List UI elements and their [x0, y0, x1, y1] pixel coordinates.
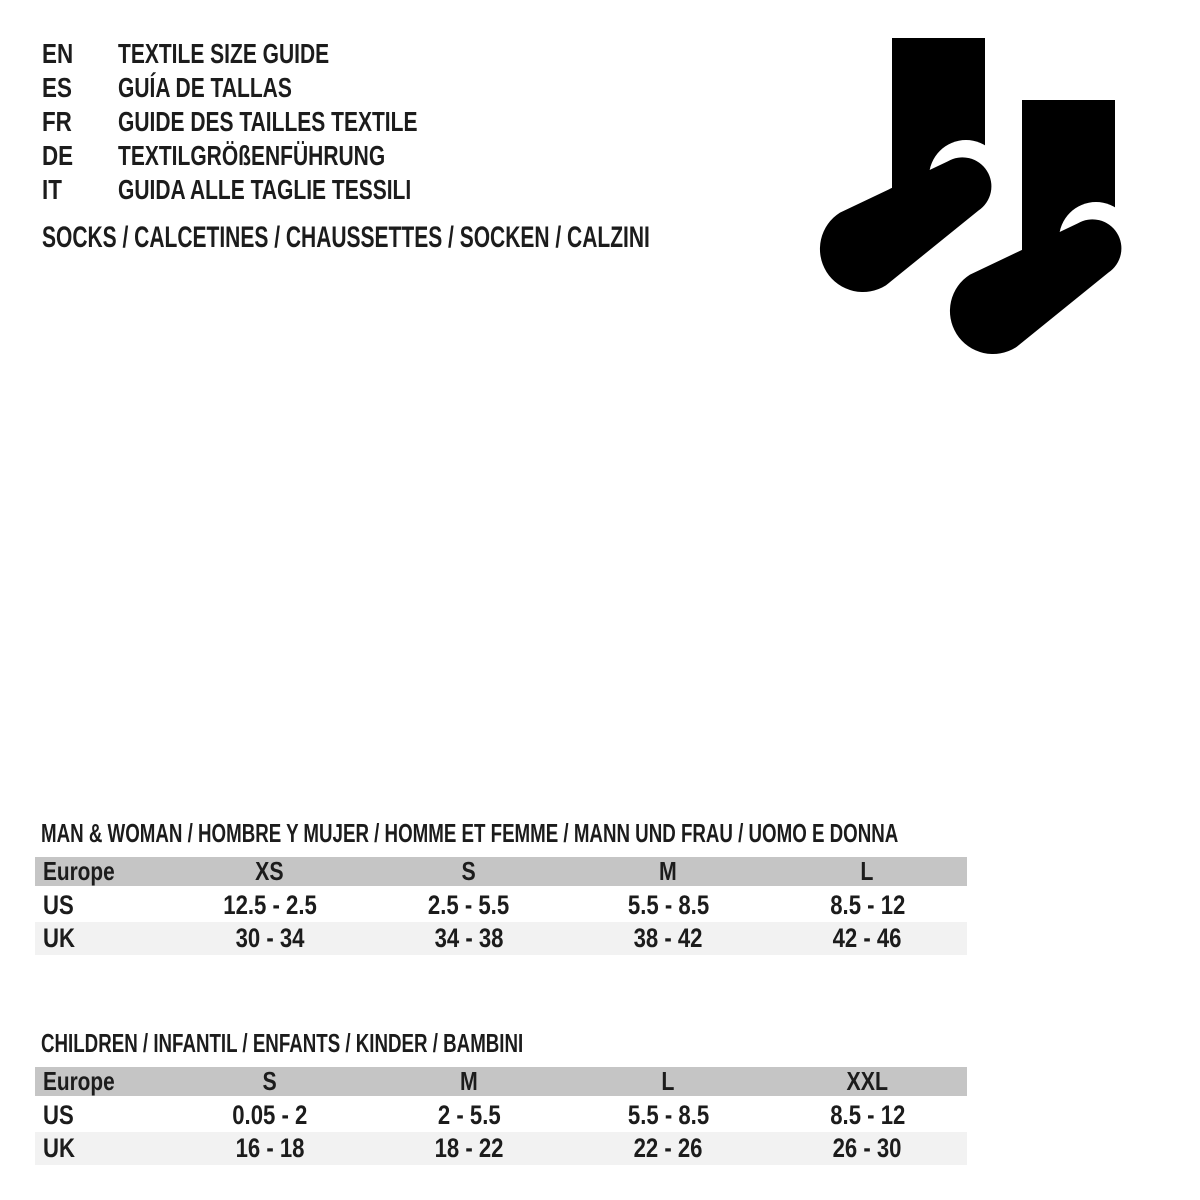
language-row-es — [42, 71, 517, 105]
guide-title: GUIDA ALLE TAGLIE TESSILI — [118, 174, 412, 205]
column-header-4: L — [860, 856, 874, 886]
language-row-fr — [42, 105, 517, 139]
language-code: FR — [42, 106, 72, 137]
row-label: UK — [43, 1133, 75, 1163]
column-header-3: L — [661, 1066, 675, 1096]
size-value: 34 - 38 — [434, 923, 504, 953]
size-value: 26 - 30 — [832, 1133, 902, 1163]
guide-title: GUIDE DES TAILLES TEXTILE — [118, 106, 418, 137]
product-category-line: SOCKS / CALCETINES / CHAUSSETTES / SOCKEN / CALZINI — [42, 221, 650, 254]
column-header-2: M — [459, 1066, 478, 1096]
size-value: 30 - 34 — [235, 923, 305, 953]
table-row-uk — [35, 1132, 967, 1165]
size-value: 12.5 - 2.5 — [222, 890, 317, 920]
column-header-0: Europe — [43, 1066, 115, 1096]
language-code: DE — [42, 140, 74, 171]
language-code: IT — [42, 174, 62, 205]
size-value: 2 - 5.5 — [437, 1100, 501, 1130]
size-value: 8.5 - 12 — [829, 890, 905, 920]
language-row-en — [42, 37, 517, 71]
language-code: ES — [42, 72, 72, 103]
size-value: 18 - 22 — [434, 1133, 504, 1163]
size-value: 22 - 26 — [633, 1133, 703, 1163]
column-header-4: XXL — [846, 1066, 889, 1096]
size-value: 8.5 - 12 — [829, 1100, 905, 1130]
table-row-us — [35, 1099, 967, 1132]
guide-title: GUÍA DE TALLAS — [118, 72, 292, 103]
size-value: 2.5 - 5.5 — [428, 890, 510, 920]
table-title: CHILDREN / INFANTIL / ENFANTS / KINDER / BAMBINI — [41, 1028, 524, 1058]
table-row-uk — [35, 922, 967, 955]
column-header-3: M — [659, 856, 678, 886]
size-value: 0.05 - 2 — [232, 1100, 308, 1130]
language-row-de — [42, 139, 517, 173]
size-value: 5.5 - 8.5 — [627, 890, 709, 920]
guide-title: TEXTILE SIZE GUIDE — [118, 38, 330, 69]
row-label: UK — [43, 923, 75, 953]
size-value: 16 - 18 — [235, 1133, 305, 1163]
size-table-man-woman — [35, 818, 967, 955]
column-header-2: S — [461, 856, 476, 886]
language-title-list — [42, 37, 517, 207]
size-value: 42 - 46 — [832, 923, 902, 953]
table-header-row — [35, 857, 967, 886]
socks-icon — [815, 28, 1140, 368]
column-header-0: Europe — [43, 856, 115, 886]
table-header-row — [35, 1067, 967, 1096]
column-header-1: S — [262, 1066, 277, 1096]
table-row-us — [35, 889, 967, 922]
guide-title: TEXTILGRÖßENFÜHRUNG — [118, 140, 386, 171]
table-title: MAN & WOMAN / HOMBRE Y MUJER / HOMME ET FEMME / MANN UND FRAU / UOMO E DONNA — [41, 818, 899, 848]
column-header-1: XS — [255, 856, 284, 886]
size-table-children — [35, 1028, 967, 1165]
language-row-it — [42, 173, 517, 207]
row-label: US — [43, 1100, 74, 1130]
size-value: 5.5 - 8.5 — [627, 1100, 709, 1130]
language-code: EN — [42, 38, 74, 69]
row-label: US — [43, 890, 74, 920]
size-value: 38 - 42 — [633, 923, 703, 953]
